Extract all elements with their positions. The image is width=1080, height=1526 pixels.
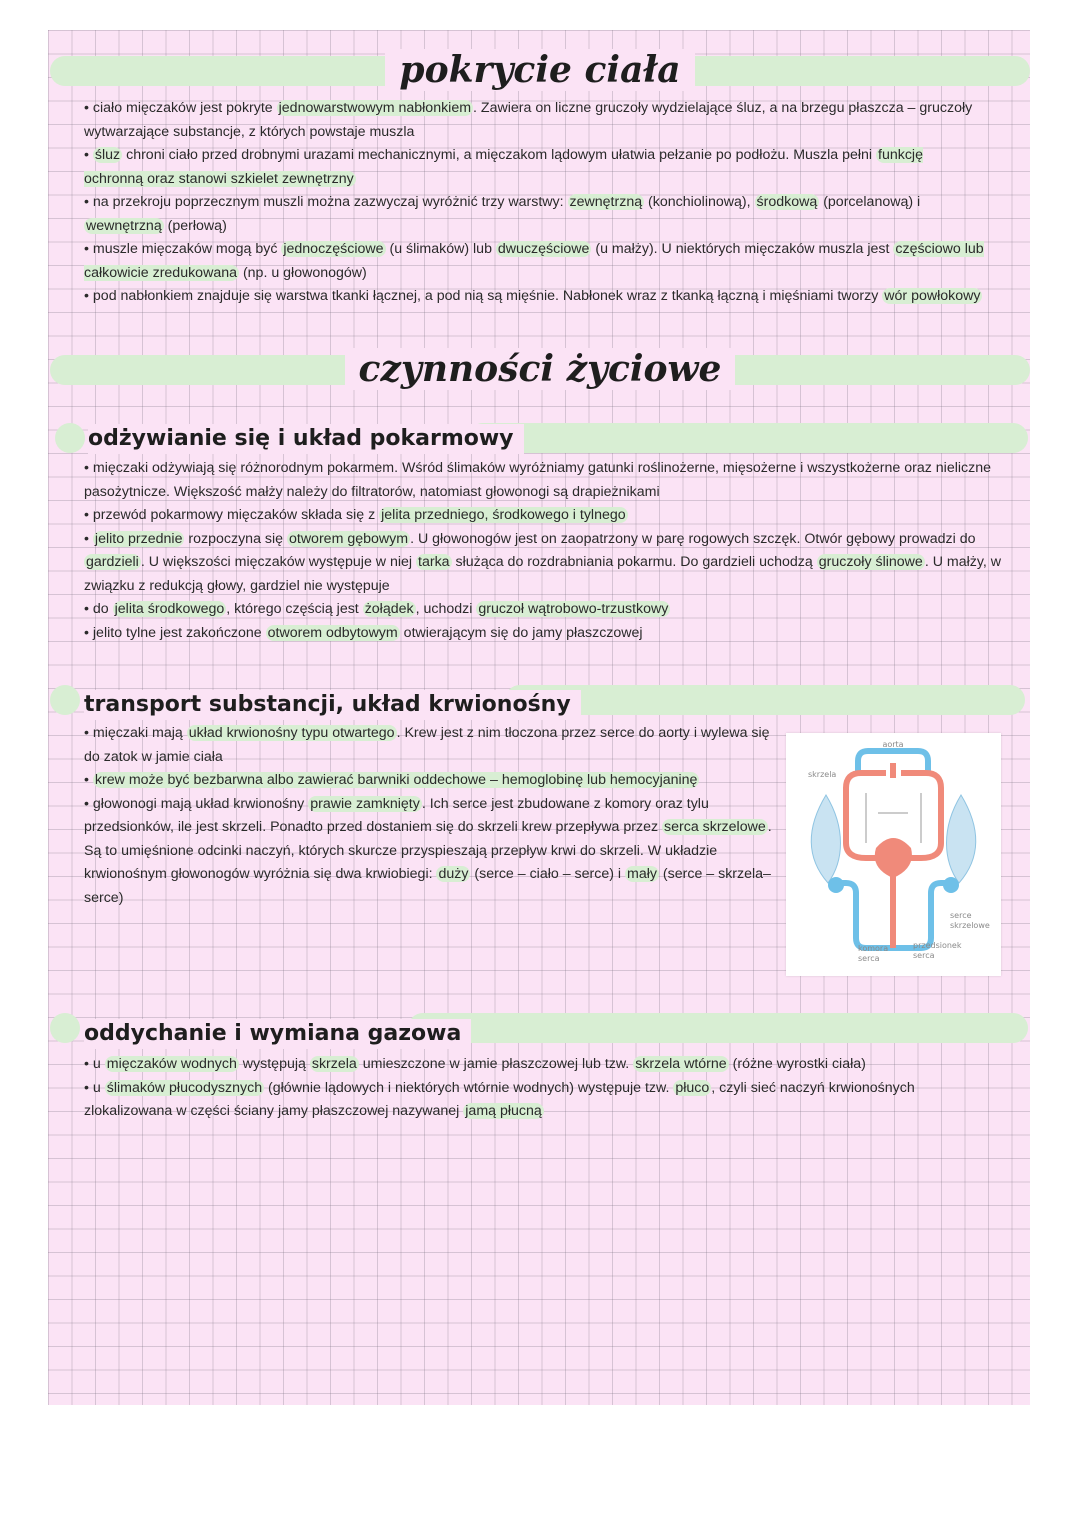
text-segment: (różne wyrostki ciała) xyxy=(728,1056,866,1072)
text-segment: • ciało mięczaków jest pokryte xyxy=(84,100,277,116)
label-aorta: aorta xyxy=(882,740,904,749)
highlighted-text: jelito przednie xyxy=(94,530,183,547)
text-segment: • mięczaki odżywiają się różnorodnym pokarmem. Wśród ślimaków wyróżniamy gatunki roślinożerne, mięsożerne i wszystkożerne oraz nieliczne pasożytnicze. Większość małży należy do filtratorów, natomiast głowonogi są drapieżnikami xyxy=(84,460,991,500)
highlighted-text: mięczaków wodnych xyxy=(106,1056,237,1072)
text-segment: • głowonogi mają układ krwionośny xyxy=(84,795,309,812)
section-title-text: czynności życiowe xyxy=(345,348,736,390)
text-segment: chroni ciało przed drobnymi urazami mechanicznymi, a mięczakom lądowym ułatwia pełzanie po podłożu. Muszla pełni xyxy=(122,147,877,163)
text-segment: . U małży, w związku z redukcją głowy, gardziel nie występuje xyxy=(84,554,1002,594)
text-segment: (serce – skrzela–serce) xyxy=(84,866,771,906)
highlighted-text: zewnętrzną xyxy=(569,194,643,210)
paragraphs-body-covering xyxy=(84,97,984,309)
text-segment: umieszczone w jamie płaszczowej lub tzw. xyxy=(358,1056,634,1072)
left-gill-heart xyxy=(828,877,844,893)
label-gill-hearts-1: serce xyxy=(950,911,972,920)
paragraph xyxy=(84,285,984,309)
paragraph xyxy=(84,622,1002,646)
text-segment: , czyli sieć naczyń krwionośnych zlokalizowana w części ściany jamy płaszczowej nazywanej xyxy=(84,1079,915,1119)
text-segment: . Zawiera on liczne gruczoły wydzielające śluz, a na brzegu płaszcza – gruczoły wytwarzające substancje, z których powstaje muszla xyxy=(84,100,973,140)
left-gill xyxy=(811,795,840,883)
paragraph xyxy=(84,598,1002,622)
paragraph xyxy=(84,144,984,191)
text-segment: • pod nabłonkiem znajduje się warstwa tkanki łącznej, a pod nią są mięśnie. Nabłonek wraz z tkanką łączną i mięśniami tworzy xyxy=(84,288,883,304)
paragraph xyxy=(84,1053,1002,1077)
text-segment: • do xyxy=(84,601,113,617)
highlighted-text: otworem gębowym xyxy=(288,530,409,547)
highlighted-text: gardzieli xyxy=(86,554,139,570)
text-segment: • xyxy=(84,772,93,788)
text-segment: • jelito tylne jest zakończone xyxy=(84,624,266,641)
highlighted-text: płuco xyxy=(675,1079,710,1096)
text-segment: (porcelanową) i xyxy=(819,194,921,210)
paragraph xyxy=(84,1077,1002,1124)
text-segment: (perłową) xyxy=(163,217,227,234)
text-segment: (np. u głowonogów) xyxy=(239,264,367,281)
highlighted-text: skrzela wtórne xyxy=(635,1056,727,1072)
paragraph xyxy=(84,722,779,769)
highlighted-text: duży xyxy=(438,866,469,882)
highlighted-text: częściowo lub całkowicie zredukowana xyxy=(84,241,984,281)
section-title-life-functions xyxy=(0,347,1080,391)
text-segment: (konchiolinową), xyxy=(644,194,755,210)
label-ventricle-1: komora xyxy=(858,944,889,953)
section-title-body-covering xyxy=(0,48,1080,92)
text-segment: • u xyxy=(84,1079,105,1096)
paragraph xyxy=(84,528,1002,599)
label-atrium-2: serca xyxy=(913,951,935,960)
highlighted-text: jelita przedniego, środkowego i tylnego xyxy=(381,507,626,523)
highlighted-text: gruczoły ślinowe xyxy=(818,554,923,570)
highlighted-text: wewnętrzną xyxy=(86,217,162,234)
label-gill-hearts-2: skrzelowe xyxy=(950,921,990,930)
paragraphs-transport xyxy=(84,722,779,910)
text-segment: • mięczaki mają xyxy=(84,725,187,741)
text-segment: służąca do rozdrabniania pokarmu. Do gardzieli uchodzą xyxy=(451,554,817,570)
text-segment: • przewód pokarmowy mięczaków składa się z xyxy=(84,507,380,523)
highlighted-text: środkową xyxy=(756,194,818,210)
highlighted-text: jednoczęściowe xyxy=(283,241,384,257)
highlighted-text: tarka xyxy=(418,554,450,570)
text-segment: (głównie lądowych i niektórych wtórnie wodnych) występuje tzw. xyxy=(264,1079,674,1096)
highlighted-text: ślimaków płucodysznych xyxy=(106,1079,263,1096)
heading-band xyxy=(505,685,1025,715)
paragraph xyxy=(84,238,984,285)
paragraph xyxy=(84,97,984,144)
highlighted-text: śluz xyxy=(94,147,121,163)
text-segment: • muszle mięczaków mogą być xyxy=(84,241,282,257)
highlighted-text: serca skrzelowe xyxy=(664,819,766,835)
label-atrium-1: przedsionek xyxy=(913,941,962,950)
text-segment: , uchodzi xyxy=(415,601,477,617)
text-segment: (serce – ciało – serce) i xyxy=(470,866,625,882)
text-segment: rozpoczyna się xyxy=(184,530,287,547)
paragraphs-respiration xyxy=(84,1053,1002,1124)
highlighted-text: otworem odbytowym xyxy=(267,624,398,641)
heading-dot xyxy=(50,685,80,715)
highlighted-text: krew może być bezbarwna albo zawierać barwniki oddechowe – hemoglobinę lub hemocyjaninę xyxy=(94,772,698,788)
text-segment: . U głowonogów jest on zaopatrzony w parę rogowych szczęk. Otwór gębowy prowadzi do xyxy=(410,530,976,547)
text-segment: (u ślimaków) lub xyxy=(385,241,496,257)
heart-ventricle xyxy=(875,838,912,878)
paragraph xyxy=(84,793,779,911)
heading-respiration: oddychanie i wymiana gazowa xyxy=(84,1019,471,1049)
paragraph xyxy=(84,457,1002,504)
heading-dot xyxy=(50,1013,80,1043)
highlighted-text: jelita środkowego xyxy=(114,601,225,617)
text-segment: występują xyxy=(238,1056,310,1072)
highlighted-text: jamą płucną xyxy=(465,1103,542,1119)
heading-dot xyxy=(55,423,85,453)
inner-vessels xyxy=(866,793,921,843)
text-segment: (u małży). U niektórych mięczaków muszla jest xyxy=(591,241,894,257)
highlighted-text: gruczoł wątrobowo-trzustkowy xyxy=(478,601,669,617)
text-segment: . Krew jest z nim tłoczona przez serce do aorty i wylewa się do zatok w jamie ciała xyxy=(84,725,770,765)
section-title-text: pokrycie ciała xyxy=(385,49,694,91)
highlighted-text: wór powłokowy xyxy=(884,288,981,304)
highlighted-text: jednowarstwowym nabłonkiem xyxy=(278,100,472,116)
text-segment: • xyxy=(84,530,93,547)
text-segment: • xyxy=(84,147,93,163)
right-gill-heart xyxy=(943,877,959,893)
label-gills: skrzela xyxy=(808,770,837,779)
heading-band xyxy=(468,423,1028,453)
text-segment: , którego częścią jest xyxy=(226,601,363,617)
heading-band xyxy=(408,1013,1028,1043)
right-gill xyxy=(947,795,976,883)
text-segment: • na przekroju poprzecznym muszli można zazwyczaj wyróżnić trzy warstwy: xyxy=(84,194,568,210)
text-segment: . Ich serce jest zbudowane z komory oraz tylu przedsionków, ile jest skrzeli. Ponadto przed dostaniem się do skrzeli krew przepływa przez xyxy=(84,795,709,835)
paragraph xyxy=(84,191,984,238)
highlighted-text: żołądek xyxy=(364,601,414,617)
heading-transport: transport substancji, układ krwionośny xyxy=(84,690,581,720)
text-segment: . U większości mięczaków występuje w niej xyxy=(140,554,417,570)
label-ventricle-2: serca xyxy=(858,954,880,963)
text-segment: otwierającym się do jamy płaszczowej xyxy=(399,624,643,641)
circulatory-diagram-svg xyxy=(786,733,1001,976)
circulatory-diagram xyxy=(786,733,1001,976)
highlighted-text: prawie zamknięty xyxy=(310,795,420,812)
highlighted-text: dwuczęściowe xyxy=(497,241,590,257)
heading-nutrition: odżywianie się i układ pokarmowy xyxy=(88,424,524,454)
paragraph xyxy=(84,504,1002,528)
highlighted-text: skrzela xyxy=(311,1056,357,1072)
highlighted-text: mały xyxy=(627,866,657,882)
text-segment: • u xyxy=(84,1056,105,1072)
paragraphs-nutrition xyxy=(84,457,1002,645)
paragraph xyxy=(84,769,779,793)
highlighted-text: funkcję ochronną oraz stanowi szkielet zewnętrzny xyxy=(84,147,923,187)
text-segment: . Są to umięśnione odcinki naczyń, których skurcze przyspieszają przepływ krwi do skrzeli. W układzie krwionośnym głowonogów wyróżnia się dwa krwiobiegi: xyxy=(84,819,772,882)
highlighted-text: układ krwionośny typu otwartego xyxy=(188,725,395,741)
